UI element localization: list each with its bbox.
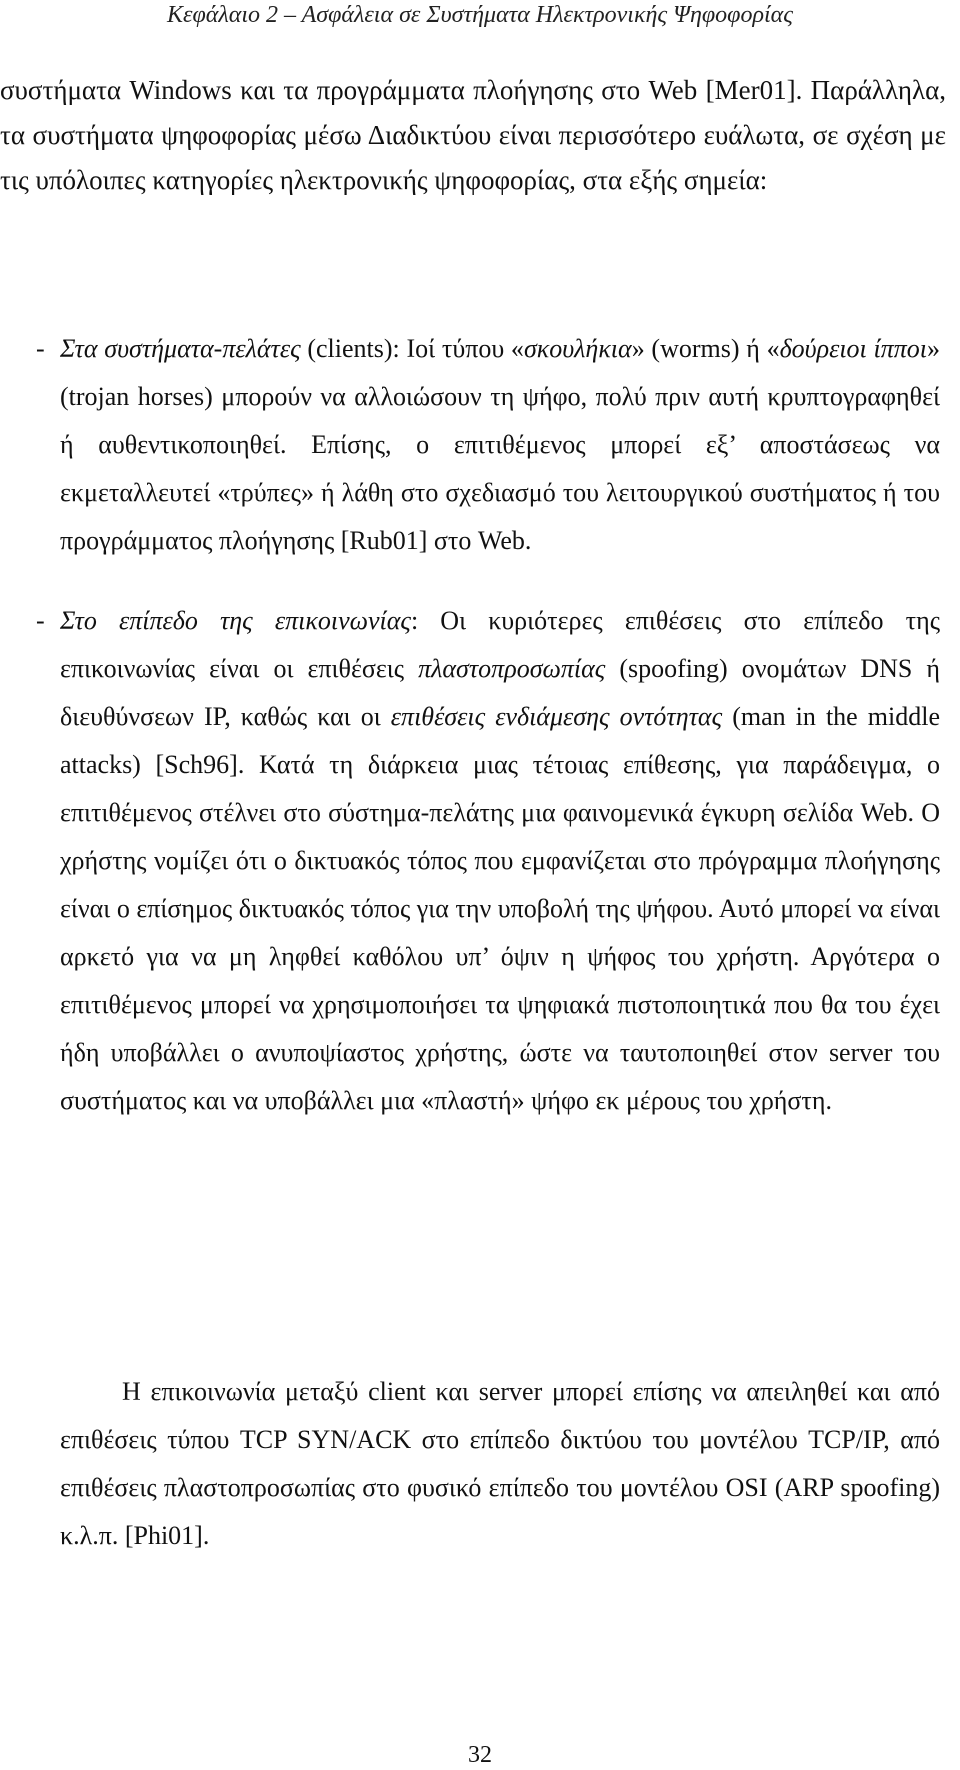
bullet-item-clients xyxy=(0,325,960,565)
bullet-text-rest: » (trojan horses) μπορούν να αλλοιώσουν τη ψήφο, πολύ πριν αυτή κρυπτογραφηθεί ή αυθεντικοποιηθεί. Επίσης, ο επιτιθέμενος μπορεί εξ’ αποστάσεως να εκμεταλλευτεί «τρύπες» ή λάθη στο σχεδιασμό του λειτουργικού συστήματος ή του προγράμματος πλοήγησης [Rub01] στο Web. xyxy=(60,334,940,555)
closing-section xyxy=(0,1368,960,1560)
page-number: 32 xyxy=(468,1742,492,1768)
bullet-text-rest: (man in the middle attacks) [Sch96]. Κατά τη διάρκεια μιας τέτοιας επίθεσης, για παράδειγμα, ο επιτιθέμενος στέλνει στο σύστημα-πελάτης μια φαινομενικά έγκυρη σελίδα Web. Ο χρήστης νομίζει ότι ο δικτυακός τόπος που εμφανίζεται στο πρόγραμμα πλοήγησης είναι ο επίσημος δικτυακός τόπος για την υποβολή της ψήφου. Αυτό μπορεί να είναι αρκετό για να μη ληφθεί καθόλου υπ’ όψιν η ψήφος του χρήστη. Αργότερα ο επιτιθέμενος μπορεί να χρησιμοποιήσει τα ψηφιακά πιστοποιητικά που θα του έχει ήδη υποβάλλει ο ανυποψίαστος χρήστης, ώστε να ταυτοποιηθεί στον server του συστήματος και να υποβάλλει μια «πλαστή» ψήφο εκ μέρους του χρήστη. xyxy=(60,702,940,1115)
bullet-emphasis: πλαστοπροσωπίας xyxy=(418,654,606,683)
bullet-emphasis: σκουλήκια xyxy=(523,334,632,363)
bullet-lead-term: Στο επίπεδο της επικοινωνίας xyxy=(60,606,411,635)
running-header: Κεφάλαιο 2 – Ασφάλεια σε Συστήματα Ηλεκτρονικής Ψηφοφορίας xyxy=(167,2,793,28)
bullet-text-segment: : Οι κυριότερες επιθέσεις στο επίπεδο της επικοινωνίας είναι οι επιθέσεις xyxy=(60,606,941,683)
intro-paragraph: συστήματα Windows και τα προγράμματα πλοήγησης στο Web [Mer01]. Παράλληλα, τα συστήματα ψηφοφορίας μέσω Διαδικτύου είναι περισσότερο ευάλωτα, σε σχέση με τις υπόλοιπες κατηγορίες ηλεκτρονικής ψηφοφορίας, στα εξής σημεία: xyxy=(0,75,946,195)
bullet-emphasis: επιθέσεις ενδιάμεσης οντότητας xyxy=(390,702,723,731)
bullet-item-communication xyxy=(0,597,960,1125)
closing-paragraph: Η επικοινωνία μεταξύ client και server μπορεί επίσης να απειληθεί και από επιθέσεις τύπου TCP SYN/ACK στο επίπεδο δικτύου του μοντέλου TCP/IP, από επιθέσεις πλαστοπροσωπίας στο φυσικό επίπεδο του μοντέλου OSI (ARP spoofing) κ.λ.π. [Phi01]. xyxy=(60,1377,940,1550)
bullet-emphasis: δούρειοι ίπποι xyxy=(779,334,927,363)
page-body xyxy=(0,68,960,203)
bullet-text-segment: (spoofing) ονομάτων DNS ή διευθύνσεων IP, καθώς και οι xyxy=(60,654,940,731)
bullet-dash: - xyxy=(36,606,45,635)
bullet-list xyxy=(0,325,960,1125)
bullet-text-segment: (clients): Ιοί τύπου « xyxy=(300,334,524,363)
bullet-lead-term: Στα συστήματα-πελάτες xyxy=(60,334,301,363)
bullet-dash: - xyxy=(36,334,45,363)
bullet-text-segment: » (worms) ή « xyxy=(631,334,780,363)
